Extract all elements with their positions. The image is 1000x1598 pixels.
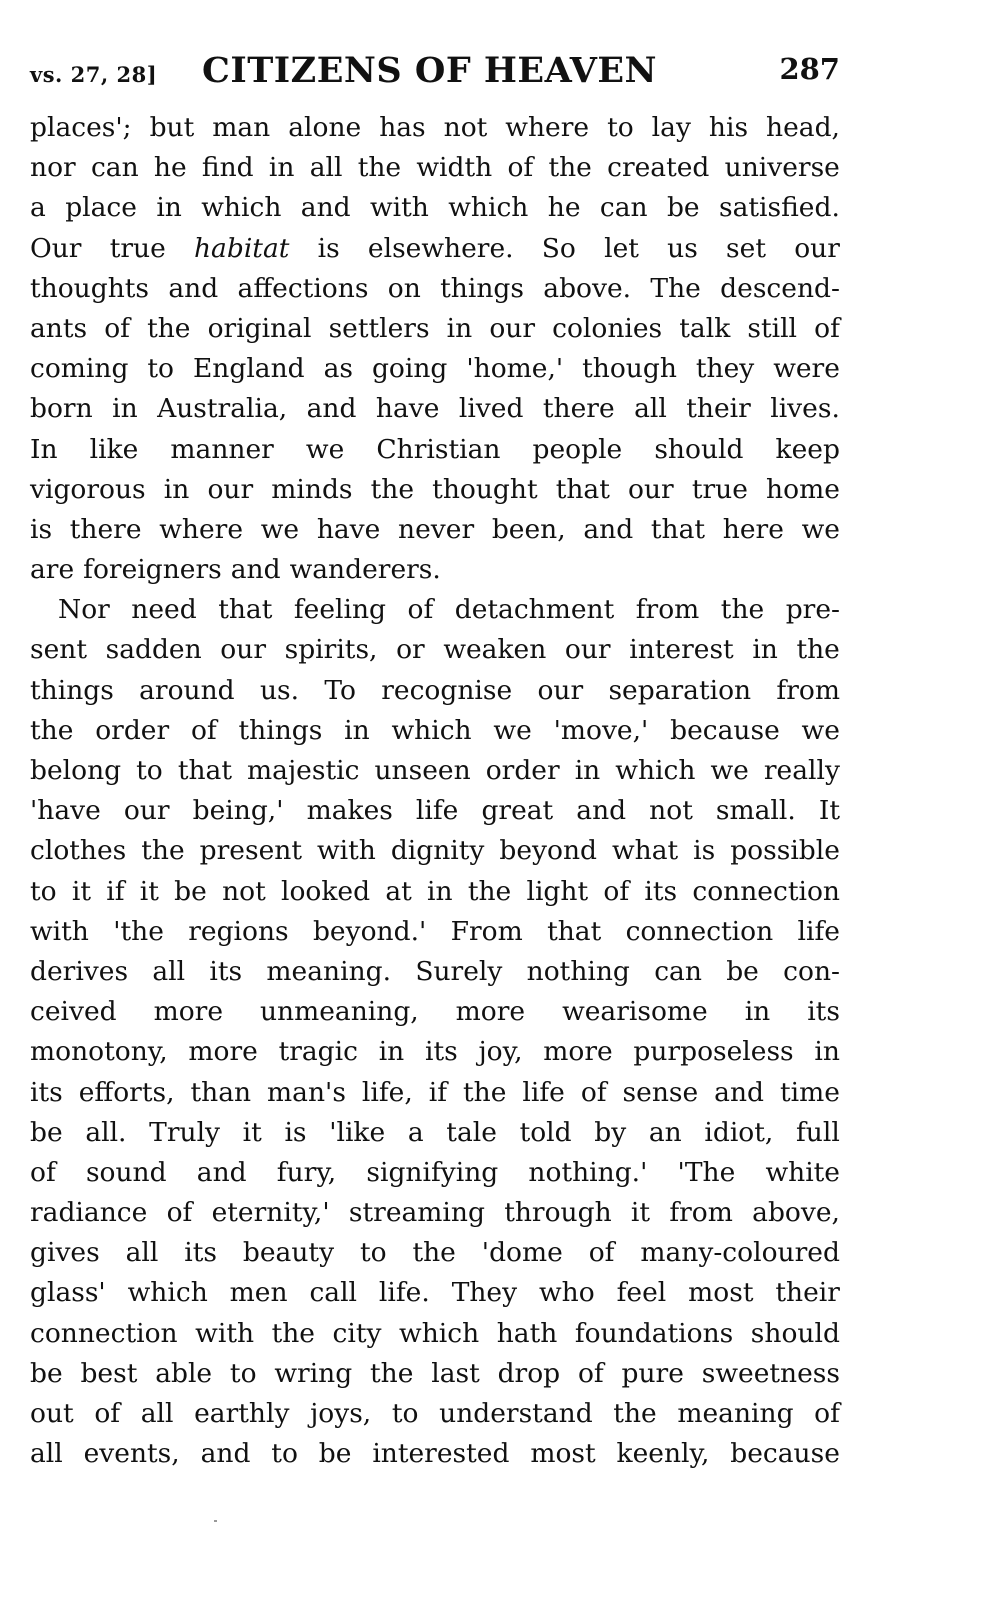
text-line: thoughts and affections on things above. The descend- — [30, 272, 840, 304]
chapter-title: CITIZENS OF HEAVEN — [202, 50, 658, 91]
text-line: the order of things in which we 'move,' because we — [30, 714, 840, 746]
text-line: out of all earthly joys, to understand the meaning of — [30, 1398, 840, 1429]
text-line: of sound and fury, signifying nothing.' 'The white — [30, 1156, 840, 1188]
text-line: belong to that majestic unseen order in which we really — [30, 755, 840, 786]
text-line: coming to England as going 'home,' though they were — [30, 353, 840, 385]
text-line: In like manner we Christian people should keep — [30, 433, 840, 465]
print-speck — [214, 1520, 217, 1522]
text-line: connection with the city which hath foundations should — [30, 1317, 840, 1349]
page-number: 287 — [779, 52, 840, 86]
text-line: a place in which and with which he can be satisfied. — [30, 192, 840, 224]
text-line: Our true habitat is elsewhere. So let us set our — [30, 232, 840, 264]
text-line: vigorous in our minds the thought that our true home — [30, 473, 840, 505]
text-line: be all. Truly it is 'like a tale told by an idiot, full — [30, 1116, 840, 1148]
text-line: its efforts, than man's life, if the life of sense and time — [30, 1076, 840, 1108]
text-line: to it if it be not looked at in the light of its connection — [30, 875, 840, 907]
running-head — [30, 50, 840, 108]
body-text — [30, 108, 840, 1474]
verse-reference: vs. 27, 28] — [30, 62, 158, 87]
text-line: be best able to wring the last drop of pure sweetness — [30, 1357, 840, 1389]
book-page — [30, 50, 840, 1570]
text-line: monotony, more tragic in its joy, more purposeless in — [30, 1036, 840, 1068]
text-line: sent sadden our spirits, or weaken our interest in the — [30, 634, 840, 666]
text-line: things around us. To recognise our separation from — [30, 674, 840, 706]
text-line: places'; but man alone has not where to lay his head, — [30, 112, 840, 143]
text-line: clothes the present with dignity beyond what is possible — [30, 835, 840, 867]
text-line: radiance of eternity,' streaming through it from above, — [30, 1197, 840, 1229]
text-line: 'have our being,' makes life great and not small. It — [30, 795, 840, 827]
text-line: born in Australia, and have lived there all their lives. — [30, 393, 840, 425]
text-line: with 'the regions beyond.' From that connection life — [30, 915, 840, 947]
text-line: glass' which men call life. They who feel most their — [30, 1277, 840, 1309]
text-line: ants of the original settlers in our colonies talk still of — [30, 312, 840, 344]
text-line: all events, and to be interested most keenly, because — [30, 1438, 840, 1470]
text-line: is there where we have never been, and that here we — [30, 513, 840, 545]
text-line: gives all its beauty to the 'dome of many-coloured — [30, 1237, 840, 1269]
text-line: are foreigners and wanderers. — [30, 554, 441, 586]
text-line: nor can he find in all the width of the created universe — [30, 152, 840, 184]
text-line: ceived more unmeaning, more wearisome in its — [30, 996, 840, 1028]
text-line: Nor need that feeling of detachment from the pre- — [58, 594, 840, 626]
text-line: derives all its meaning. Surely nothing can be con- — [30, 955, 840, 987]
